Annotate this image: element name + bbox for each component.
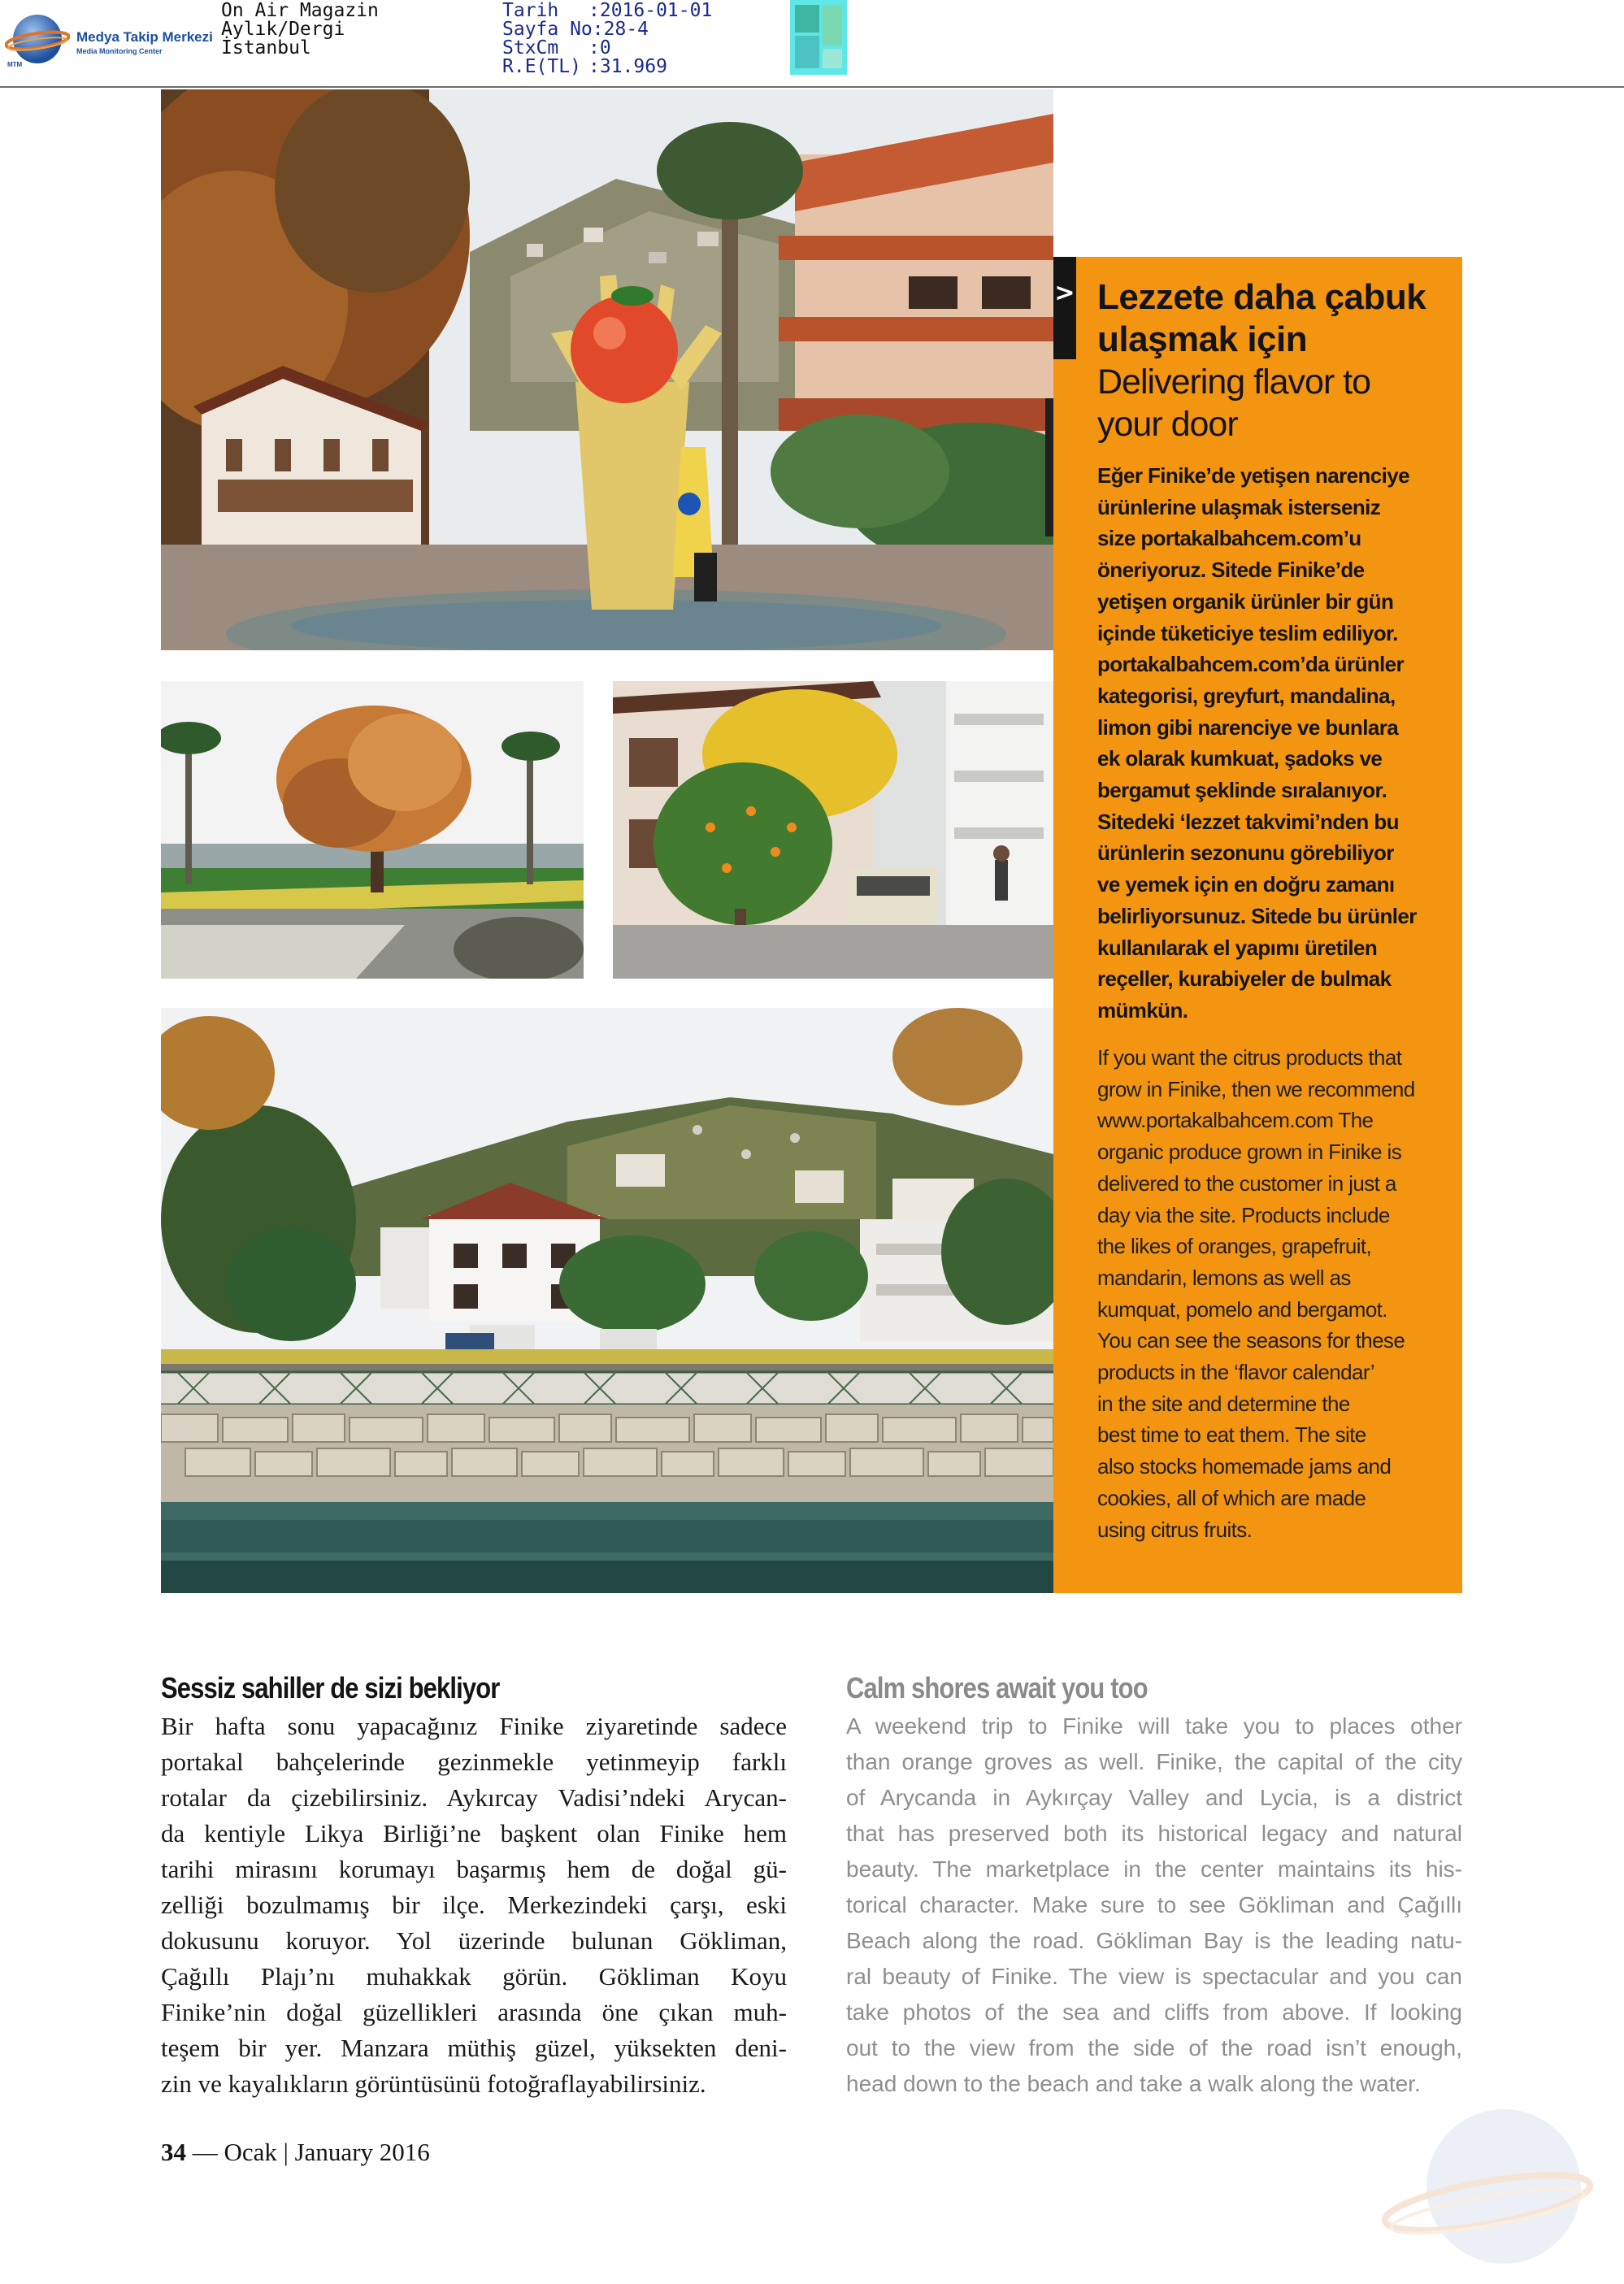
article-heading-tr: Sessiz sahiller de sizi bekliyor <box>161 1671 500 1704</box>
article-line-en: than orange groves as well. Finike, the capital of the city <box>846 1749 1462 1774</box>
page-number: 34 <box>161 2138 186 2166</box>
article-line-tr: Bir hafta sonu yapacağınız Finike ziyaretinde sadece <box>161 1712 787 1740</box>
sidebar-body-en-line: the likes of oranges, grapefruit, <box>1097 1234 1372 1259</box>
article-line-tr: portakal bahçelerinde gezinmekle yetinmeyip farklı <box>161 1748 787 1776</box>
sidebar-body-tr-line: Eğer Finike’de yetişen narenciye <box>1097 463 1409 488</box>
article-line-tr: dokusunu koruyor. Yol üzerinde bulunan Gökliman, <box>161 1926 787 1955</box>
sidebar-body-en-line: best time to eat them. The site <box>1097 1422 1366 1448</box>
sidebar-body-tr-line: ve yemek için en doğru zamanı <box>1097 872 1395 897</box>
sidebar-body-tr-line: ürünlerin sezonunu görebiliyor <box>1097 840 1394 866</box>
meta-row-date <box>502 2 712 20</box>
sidebar-body-tr-line: ürünlerine ulaşmak isterseniz <box>1097 494 1381 519</box>
article-line-en: torical character. Make sure to see Gökliman and Çağıllı <box>846 1892 1462 1917</box>
article-line-tr: da kentiyle Likya Birliği’ne başkent olan Finike hem <box>161 1819 787 1848</box>
meta-label: R.E(TL) <box>502 56 581 77</box>
meta-row-page <box>502 20 712 39</box>
watermark-globe-icon <box>1382 2089 1593 2276</box>
article-line-tr: tarihi mirasını korumayı başarmış hem de doğal gü- <box>161 1855 787 1883</box>
meta-label: StxCm <box>502 37 559 59</box>
sidebar-body-tr-line: limon gibi narenciye ve bunlara <box>1097 714 1399 740</box>
meta-value: :2016-01-01 <box>588 0 713 21</box>
article-body-tr <box>161 1709 787 2102</box>
sidebar-body-en-line: You can see the seasons for these <box>1097 1328 1405 1353</box>
meta-row-stxcm <box>502 39 712 58</box>
sidebar-body-en-line: mandarin, lemons as well as <box>1097 1265 1351 1290</box>
article-line-tr: Finike’nin doğal güzellikleri arasında öne çıkan muh- <box>161 1998 787 2026</box>
logo-name: Medya Takip Merkezi <box>76 29 213 45</box>
article-line-en: head down to the beach and take a walk along the water. <box>846 2071 1421 2096</box>
article-line-en: take photos of the sea and cliffs from above. If looking <box>846 2000 1462 2025</box>
sidebar-body-en-line: also stocks homemade jams and <box>1097 1454 1392 1479</box>
publication-frequency: Aylık/Dergi <box>221 19 345 40</box>
article-line-tr: Çağıllı Plajı’nı muhakkak görün. Gökliman Koyu <box>161 1962 787 1991</box>
article-line-en: Beach along the road. Gökliman Bay is the leading natu- <box>846 1928 1462 1953</box>
sidebar-body-tr <box>1097 460 1447 1027</box>
sidebar-body-tr-line: öneriyoruz. Sitede Finike’de <box>1097 558 1365 583</box>
sidebar-body-en-line: www.portakalbahcem.com The <box>1097 1108 1374 1133</box>
folio-dash: — <box>192 2138 218 2166</box>
sidebar-body-tr-line: portakalbahcem.com’da ürünler <box>1097 652 1405 677</box>
sidebar-body-en-line: grow in Finike, then we recommend <box>1097 1076 1415 1101</box>
sidebar-body-tr-line: yetişen organik ürünler bir gün <box>1097 588 1394 614</box>
clipping-header <box>0 0 1624 88</box>
photo-river-promenade <box>161 1008 1053 1593</box>
logo-subtitle: Media Monitoring Center <box>76 47 163 55</box>
photo-orange-statue-square <box>161 89 1053 650</box>
sidebar-title-en <box>1097 361 1439 445</box>
folio-issue: Ocak | January 2016 <box>224 2138 430 2166</box>
clipping-meta <box>502 2 712 76</box>
article-line-tr: teşem bir yer. Manzara müthiş güzel, yüksekten deni- <box>161 2034 787 2062</box>
media-monitoring-logo <box>2 5 221 70</box>
sidebar-title-en-line: Delivering flavor to <box>1097 363 1371 402</box>
meta-label: Tarih <box>502 0 559 21</box>
sidebar-body-tr-line: içinde tüketiciye teslim ediliyor. <box>1097 620 1398 645</box>
article-line-en: beauty. The marketplace in the center maintains its his- <box>846 1856 1462 1882</box>
article-line-en: ral beauty of Finike. The view is spectacular and you can <box>846 1964 1462 1989</box>
sidebar-body-tr-line: bergamut şeklinde sıralanıyor. <box>1097 778 1387 803</box>
sidebar-body-tr-line: size portakalbahcem.com’u <box>1097 526 1361 551</box>
sidebar-body-en-line: kumquat, pomelo and bergamot. <box>1097 1296 1387 1322</box>
publication-city: İstanbul <box>221 37 311 59</box>
photo-old-house-citrus-tree <box>613 681 1053 979</box>
sidebar-body-en-line: products in the ‘flavor calendar’ <box>1097 1360 1375 1385</box>
meta-row-ad-value <box>502 58 712 76</box>
page-thumbnail <box>790 0 847 75</box>
meta-value: :28-4 <box>592 19 649 40</box>
article-line-en: out to the view from the side of the road isn’t enough, <box>846 2035 1462 2060</box>
article-body-en <box>846 1709 1462 2102</box>
article-heading-en: Calm shores await you too <box>846 1671 1148 1704</box>
sidebar-body-en-line: using citrus fruits. <box>1097 1517 1253 1542</box>
article-line-en: of Arycanda in Aykırçay Valley and Lycia, is a district <box>846 1785 1462 1810</box>
article-line-tr: zelliği bozulmamış bir ilçe. Merkezindeki çarşı, eski <box>161 1891 787 1919</box>
sidebar-body-tr-line: reçeller, kurabiyeler de bulmak <box>1097 966 1392 992</box>
citrus-delivery-sidebar <box>1053 257 1462 1593</box>
sidebar-title-en-line: your door <box>1097 405 1238 444</box>
sidebar-title-tr-line: Lezzete daha çabuk <box>1097 277 1426 317</box>
sidebar-body-en-line: cookies, all of which are made <box>1097 1485 1366 1510</box>
sidebar-body-en-line: organic produce grown in Finike is <box>1097 1140 1402 1165</box>
sidebar-title-tr-line: ulaşmak için <box>1097 319 1308 359</box>
meta-value: :0 <box>588 37 611 59</box>
sidebar-body-en-line: delivered to the customer in just a <box>1097 1170 1396 1196</box>
arrow-marker-icon: > <box>1053 257 1076 359</box>
article-line-tr: zin ve kayalıkların görüntüsünü fotoğraflayabilirsiniz. <box>161 2069 706 2098</box>
meta-label: Sayfa No <box>502 19 593 40</box>
globe-logo-icon <box>5 8 70 68</box>
sidebar-body-en-line: If you want the citrus products that <box>1097 1045 1402 1070</box>
sidebar-body-tr-line: ek olarak kumkuat, şadoks ve <box>1097 746 1383 771</box>
article-line-en: A weekend trip to Finike will take you to places other <box>846 1713 1462 1739</box>
svg-text:MTM: MTM <box>7 61 23 68</box>
sidebar-body-tr-line: kategorisi, greyfurt, mandalina, <box>1097 683 1396 708</box>
sidebar-body-tr-line: kullanılarak el yapımı üretilen <box>1097 935 1378 960</box>
article-line-en: that has preserved both its historical legacy and natural <box>846 1821 1462 1846</box>
page-folio <box>161 2138 430 2167</box>
publication-name: On Air Magazin <box>221 0 379 21</box>
sidebar-title-tr <box>1097 276 1439 361</box>
sidebar-body-en-line: day via the site. Products include <box>1097 1202 1390 1227</box>
sidebar-body-en-line: in the site and determine the <box>1097 1391 1350 1416</box>
photo-seaside-tree <box>161 681 584 979</box>
article-line-tr: rotalar da çizebilirsiniz. Aykırcay Vadisi’ndeki Arycan- <box>161 1783 787 1812</box>
sidebar-body-en <box>1097 1042 1447 1545</box>
publication-info <box>221 2 379 58</box>
sidebar-body-tr-line: mümkün. <box>1097 997 1188 1023</box>
meta-value: :31.969 <box>588 56 667 77</box>
sidebar-body-tr-line: belirliyorsunuz. Sitede bu ürünler <box>1097 903 1417 928</box>
sidebar-body-tr-line: Sitedeki ‘lezzet takvimi’nden bu <box>1097 809 1399 834</box>
